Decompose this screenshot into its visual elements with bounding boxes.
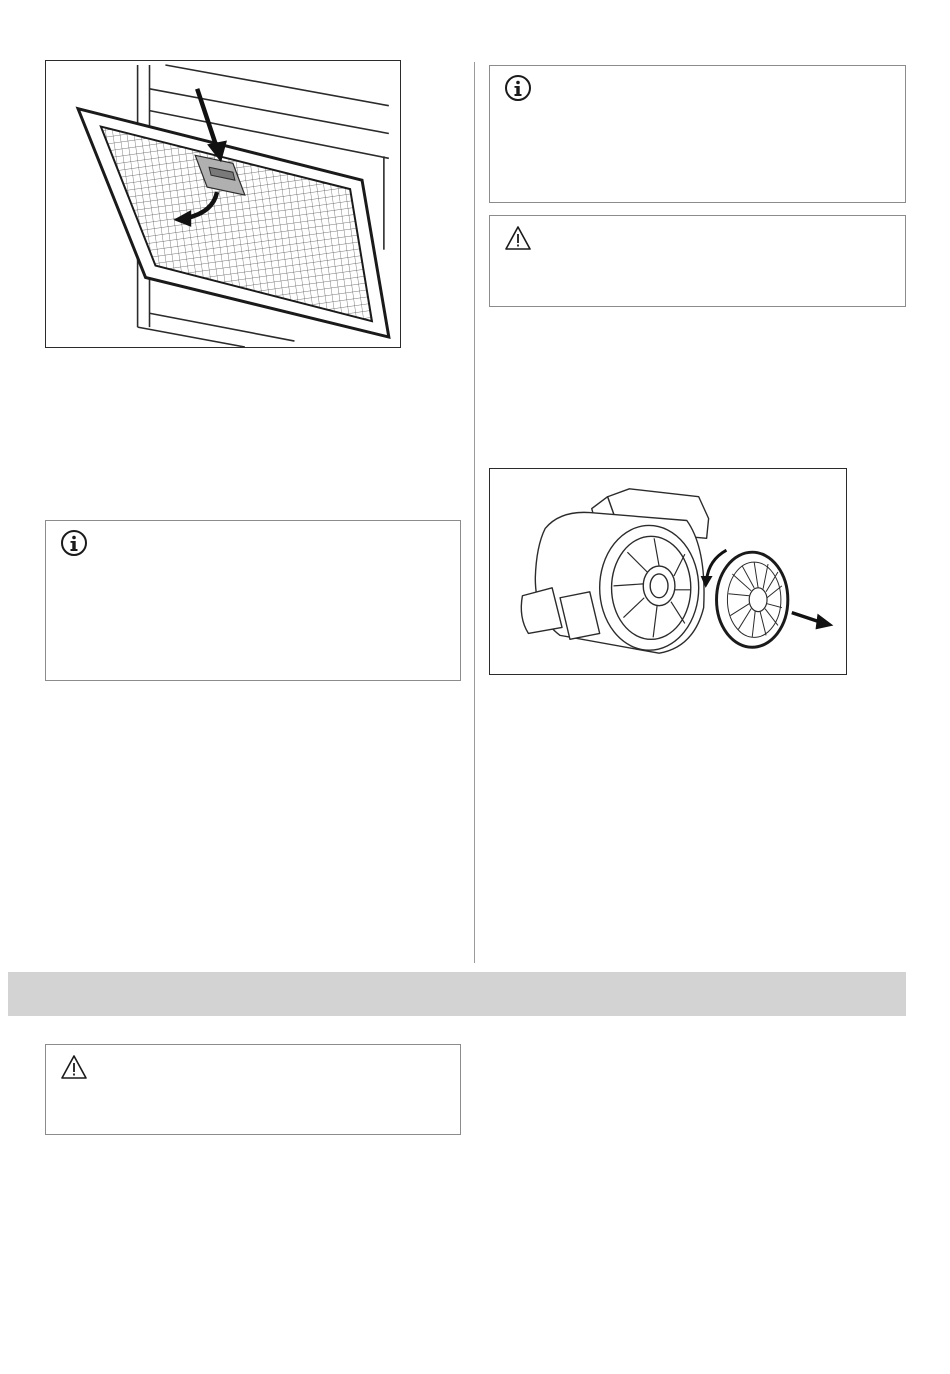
info-notice-right (489, 65, 906, 203)
info-icon (60, 529, 88, 557)
info-icon (504, 74, 532, 102)
warning-icon (504, 224, 532, 252)
grease-filter-illustration (45, 60, 401, 348)
column-divider (474, 62, 475, 963)
info-notice-left (45, 520, 461, 681)
warning-notice-right (489, 215, 906, 307)
carbon-filter-illustration (489, 468, 847, 675)
section-header-bar (8, 972, 906, 1016)
carbon-filter-drawing (490, 469, 846, 674)
grease-filter-drawing (46, 61, 400, 347)
warning-icon (60, 1053, 88, 1081)
warning-notice-bottom (45, 1044, 461, 1135)
